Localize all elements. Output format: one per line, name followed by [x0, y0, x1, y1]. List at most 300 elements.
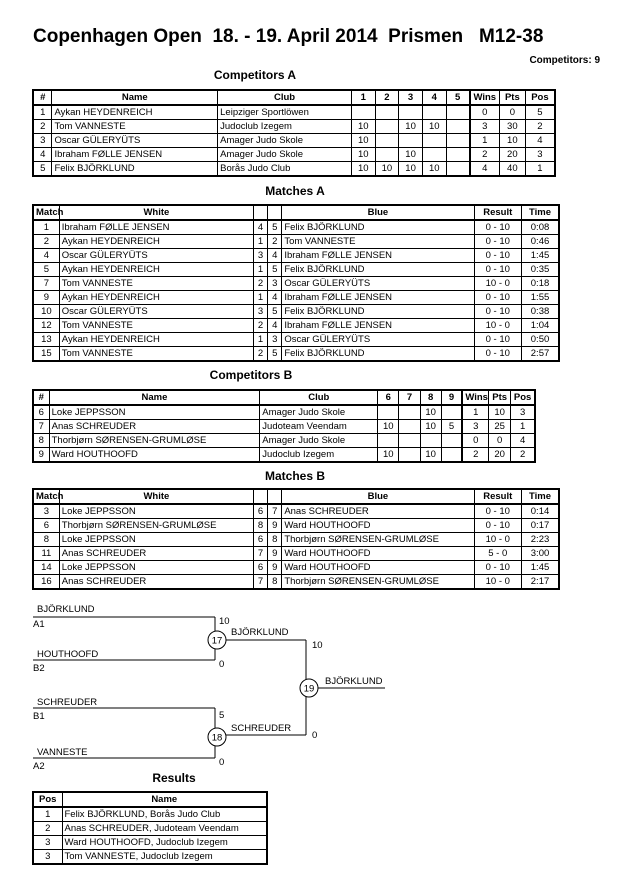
- column-header: Result: [474, 205, 522, 220]
- table-cell: Oscar GÜLERYÜTS: [59, 249, 253, 263]
- table-cell: 4: [525, 134, 555, 148]
- table-cell: 3: [462, 420, 488, 434]
- column-header: [254, 205, 268, 220]
- results-table: [32, 791, 268, 865]
- header-row: [33, 489, 559, 504]
- table-row: [33, 347, 559, 362]
- table-cell: 3: [268, 333, 282, 347]
- column-header: [254, 489, 268, 504]
- event-dates: 18. - 19. April 2014: [212, 26, 378, 47]
- table-cell: [351, 105, 375, 120]
- table-cell: [446, 148, 470, 162]
- table-cell: Felix BJÖRKLUND: [282, 220, 474, 235]
- table-cell: 10: [378, 420, 399, 434]
- table-cell: 2: [470, 148, 500, 162]
- column-header: #: [33, 90, 52, 105]
- column-header: Blue: [282, 489, 474, 504]
- table-cell: Felix BJÖRKLUND, Borås Judo Club: [62, 807, 267, 822]
- table-cell: Felix BJÖRKLUND: [52, 162, 218, 177]
- results-title: Results: [152, 771, 196, 785]
- table-row: [33, 575, 559, 590]
- table-cell: Aykan HEYDENREICH: [59, 333, 253, 347]
- m18-top-score: 5: [219, 710, 225, 721]
- table-cell: Ibraham FØLLE JENSEN: [282, 319, 474, 333]
- table-cell: Ward HOUTHOOFD, Judoclub Izegem: [62, 836, 267, 850]
- table-cell: [375, 105, 399, 120]
- table-cell: 25: [489, 420, 511, 434]
- matches-a-title: Matches A: [265, 184, 325, 198]
- table-cell: Oscar GÜLERYÜTS: [59, 305, 253, 319]
- table-cell: 1: [33, 807, 62, 822]
- pool-b-title: Competitors B: [209, 368, 293, 382]
- pool-a-title: Competitors A: [213, 68, 297, 82]
- table-cell: 30: [499, 120, 525, 134]
- final-bracket: [0, 598, 630, 778]
- table-cell: [375, 148, 399, 162]
- table-row: [33, 220, 559, 235]
- table-cell: Oscar GÜLERYÜTS: [282, 333, 474, 347]
- table-cell: 0:18: [522, 277, 559, 291]
- m17-top-seed: A1: [33, 619, 45, 630]
- table-cell: 10: [351, 120, 375, 134]
- table-cell: 3: [268, 277, 282, 291]
- table-cell: 1:45: [522, 249, 559, 263]
- table-cell: 1: [33, 220, 59, 235]
- table-cell: 8: [268, 575, 282, 590]
- match-18-number: 18: [211, 732, 223, 744]
- column-header: Pts: [489, 390, 511, 405]
- table-cell: 0:35: [522, 263, 559, 277]
- table-cell: Anas SCHREUDER: [59, 575, 253, 590]
- table-cell: Aykan HEYDENREICH: [59, 291, 253, 305]
- m17-winner-name: BJÖRKLUND: [231, 627, 289, 638]
- table-row: [33, 822, 267, 836]
- table-row: [33, 561, 559, 575]
- table-cell: 10: [399, 148, 423, 162]
- table-cell: 2: [511, 448, 535, 463]
- table-cell: 8: [33, 533, 59, 547]
- table-cell: 10: [420, 448, 441, 463]
- m17-winner-score: 10: [312, 640, 323, 651]
- column-header: Blue: [282, 205, 474, 220]
- m18-winner-score: 0: [312, 730, 318, 741]
- table-cell: 2: [525, 120, 555, 134]
- table-cell: [441, 434, 462, 448]
- matches-b-title: Matches B: [264, 469, 326, 483]
- table-cell: 5: [33, 263, 59, 277]
- column-header: 8: [420, 390, 441, 405]
- weight-category: M12-38: [478, 26, 544, 47]
- table-cell: 0: [470, 105, 500, 120]
- table-cell: 1: [254, 333, 268, 347]
- table-cell: 7: [254, 575, 268, 590]
- table-cell: 0 - 10: [474, 561, 522, 575]
- table-cell: 0 - 10: [474, 333, 522, 347]
- table-cell: Aykan HEYDENREICH: [59, 263, 253, 277]
- table-cell: 0 - 10: [474, 291, 522, 305]
- column-header: Club: [260, 390, 378, 405]
- column-header: #: [33, 390, 49, 405]
- table-cell: 1:04: [522, 319, 559, 333]
- column-header: Wins: [462, 390, 488, 405]
- table-cell: [399, 134, 423, 148]
- table-cell: 10: [378, 448, 399, 463]
- column-header: [268, 489, 282, 504]
- column-header: 3: [399, 90, 423, 105]
- table-cell: Thorbjørn SØRENSEN-GRUMLØSE: [282, 575, 474, 590]
- table-cell: [399, 105, 423, 120]
- table-cell: [399, 420, 420, 434]
- table-cell: Amager Judo Skole: [218, 134, 352, 148]
- header-row: [33, 205, 559, 220]
- column-header: 9: [441, 390, 462, 405]
- table-cell: 10: [375, 162, 399, 177]
- table-cell: 1: [470, 134, 500, 148]
- table-cell: [399, 448, 420, 463]
- table-cell: [399, 405, 420, 420]
- table-cell: [378, 405, 399, 420]
- table-row: [33, 305, 559, 319]
- table-cell: 6: [254, 504, 268, 519]
- table-cell: 9: [268, 547, 282, 561]
- table-cell: 10 - 0: [474, 533, 522, 547]
- table-cell: 15: [33, 347, 59, 362]
- column-header: Wins: [470, 90, 500, 105]
- page-title: [33, 26, 543, 48]
- table-cell: 10: [399, 120, 423, 134]
- table-cell: Ibraham FØLLE JENSEN: [282, 249, 474, 263]
- m18-bottom-score: 0: [219, 757, 225, 768]
- table-cell: 7: [268, 504, 282, 519]
- column-header: Pos: [511, 390, 535, 405]
- table-row: [33, 134, 555, 148]
- column-header: Pts: [499, 90, 525, 105]
- table-cell: 13: [33, 333, 59, 347]
- table-cell: Ward HOUTHOOFD: [49, 448, 260, 463]
- table-cell: 1: [254, 291, 268, 305]
- table-cell: 0:14: [522, 504, 559, 519]
- table-cell: 8: [254, 519, 268, 533]
- table-cell: 7: [33, 277, 59, 291]
- table-cell: 8: [268, 533, 282, 547]
- table-cell: 12: [33, 319, 59, 333]
- table-row: [33, 249, 559, 263]
- table-cell: Ibraham FØLLE JENSEN: [59, 220, 253, 235]
- table-cell: 2:17: [522, 575, 559, 590]
- table-cell: 0:38: [522, 305, 559, 319]
- table-cell: 3: [525, 148, 555, 162]
- table-row: [33, 120, 555, 134]
- match-19-number: 19: [303, 683, 315, 695]
- table-cell: [441, 405, 462, 420]
- table-cell: Anas SCHREUDER, Judoteam Veendam: [62, 822, 267, 836]
- match-17-number: 17: [211, 635, 223, 647]
- table-cell: Anas SCHREUDER: [49, 420, 260, 434]
- table-cell: Ward HOUTHOOFD: [282, 561, 474, 575]
- table-cell: 16: [33, 575, 59, 590]
- table-cell: 1: [511, 420, 535, 434]
- table-cell: 5: [33, 162, 52, 177]
- table-cell: 2: [254, 319, 268, 333]
- table-cell: 3: [33, 836, 62, 850]
- column-header: Name: [52, 90, 218, 105]
- column-header: 1: [351, 90, 375, 105]
- table-row: [33, 420, 535, 434]
- column-header: Time: [522, 489, 559, 504]
- table-cell: 5: [268, 263, 282, 277]
- column-header: White: [59, 205, 253, 220]
- table-cell: Felix BJÖRKLUND: [282, 263, 474, 277]
- column-header: Pos: [525, 90, 555, 105]
- m17-bottom-name: HOUTHOOFD: [37, 649, 99, 660]
- table-cell: Aykan HEYDENREICH: [52, 105, 218, 120]
- table-cell: 4: [268, 291, 282, 305]
- table-cell: 3: [470, 120, 500, 134]
- table-cell: 10: [351, 148, 375, 162]
- table-row: [33, 148, 555, 162]
- table-cell: Borås Judo Club: [218, 162, 352, 177]
- table-cell: 2:57: [522, 347, 559, 362]
- table-cell: 9: [33, 291, 59, 305]
- table-cell: Aykan HEYDENREICH: [59, 235, 253, 249]
- table-cell: 5: [441, 420, 462, 434]
- table-cell: Ward HOUTHOOFD: [282, 547, 474, 561]
- table-cell: [446, 105, 470, 120]
- table-cell: Judoclub Izegem: [260, 448, 378, 463]
- event-name: Copenhagen Open: [33, 26, 202, 47]
- table-cell: 5: [268, 305, 282, 319]
- m17-top-name: BJÖRKLUND: [37, 604, 95, 615]
- column-header: White: [59, 489, 253, 504]
- table-row: [33, 277, 559, 291]
- table-cell: 0 - 10: [474, 305, 522, 319]
- table-cell: 40: [499, 162, 525, 177]
- table-cell: Ward HOUTHOOFD: [282, 519, 474, 533]
- table-row: [33, 405, 535, 420]
- table-cell: Tom VANNESTE: [52, 120, 218, 134]
- table-cell: Tom VANNESTE: [59, 277, 253, 291]
- table-cell: 4: [511, 434, 535, 448]
- table-cell: 10: [499, 134, 525, 148]
- column-header: Result: [474, 489, 522, 504]
- table-cell: 4: [268, 319, 282, 333]
- table-cell: 5: [525, 105, 555, 120]
- header-row: [33, 390, 535, 405]
- table-cell: 9: [268, 561, 282, 575]
- table-row: [33, 807, 267, 822]
- table-cell: 3: [254, 305, 268, 319]
- table-row: [33, 519, 559, 533]
- table-cell: Loke JEPPSSON: [59, 561, 253, 575]
- table-cell: Amager Judo Skole: [260, 434, 378, 448]
- table-cell: 4: [470, 162, 500, 177]
- table-cell: 20: [499, 148, 525, 162]
- table-cell: 0: [462, 434, 488, 448]
- table-cell: [441, 448, 462, 463]
- table-cell: 1: [254, 263, 268, 277]
- table-cell: 10: [351, 162, 375, 177]
- matches-a-table: [32, 204, 560, 362]
- table-cell: Anas SCHREUDER: [59, 547, 253, 561]
- table-row: [33, 836, 267, 850]
- table-cell: 10: [351, 134, 375, 148]
- table-cell: [422, 148, 446, 162]
- table-cell: 2: [254, 347, 268, 362]
- column-header: Match: [33, 489, 59, 504]
- table-row: [33, 235, 559, 249]
- column-header: 7: [399, 390, 420, 405]
- table-cell: [446, 134, 470, 148]
- table-cell: Anas SCHREUDER: [282, 504, 474, 519]
- table-cell: 6: [33, 405, 49, 420]
- table-cell: 2: [33, 235, 59, 249]
- table-cell: 20: [489, 448, 511, 463]
- table-row: [33, 333, 559, 347]
- table-cell: 2: [462, 448, 488, 463]
- table-cell: 0:46: [522, 235, 559, 249]
- table-cell: 1: [525, 162, 555, 177]
- table-cell: 0 - 10: [474, 519, 522, 533]
- table-cell: 4: [254, 220, 268, 235]
- table-cell: 10: [422, 162, 446, 177]
- table-cell: [399, 434, 420, 448]
- table-cell: 0:50: [522, 333, 559, 347]
- table-cell: 2: [33, 120, 52, 134]
- table-cell: 3: [511, 405, 535, 420]
- m18-top-name: SCHREUDER: [37, 697, 98, 708]
- table-row: [33, 319, 559, 333]
- table-cell: 0 - 10: [474, 263, 522, 277]
- table-cell: [420, 434, 441, 448]
- column-header: Club: [218, 90, 352, 105]
- table-cell: Felix BJÖRKLUND: [282, 347, 474, 362]
- table-row: [33, 291, 559, 305]
- table-cell: 5: [268, 347, 282, 362]
- m18-bottom-name: VANNESTE: [37, 747, 88, 758]
- table-cell: 2: [268, 235, 282, 249]
- table-cell: 0: [499, 105, 525, 120]
- table-cell: Amager Judo Skole: [260, 405, 378, 420]
- table-cell: 2: [33, 822, 62, 836]
- table-cell: 0 - 10: [474, 504, 522, 519]
- table-cell: 4: [33, 249, 59, 263]
- table-cell: 2: [254, 277, 268, 291]
- table-cell: Felix BJÖRKLUND: [282, 305, 474, 319]
- table-cell: 0 - 10: [474, 249, 522, 263]
- table-cell: Tom VANNESTE: [59, 347, 253, 362]
- column-header: 6: [378, 390, 399, 405]
- table-cell: [375, 120, 399, 134]
- m18-top-seed: B1: [33, 711, 45, 722]
- table-cell: [378, 434, 399, 448]
- table-cell: [375, 134, 399, 148]
- table-cell: 9: [33, 448, 49, 463]
- table-cell: Ibraham FØLLE JENSEN: [52, 148, 218, 162]
- table-cell: 0: [489, 434, 511, 448]
- table-cell: 10 - 0: [474, 319, 522, 333]
- table-row: [33, 162, 555, 177]
- header-row: [33, 90, 555, 105]
- table-cell: 10: [422, 120, 446, 134]
- table-cell: Thorbjørn SØRENSEN-GRUMLØSE: [282, 533, 474, 547]
- event-venue: Prismen: [388, 26, 464, 47]
- table-cell: 1: [462, 405, 488, 420]
- table-cell: Loke JEPPSSON: [49, 405, 260, 420]
- table-cell: 3: [33, 504, 59, 519]
- table-cell: 6: [254, 561, 268, 575]
- table-cell: 14: [33, 561, 59, 575]
- column-header: [268, 205, 282, 220]
- pool-a-table: [32, 89, 556, 177]
- table-row: [33, 533, 559, 547]
- column-header: 2: [375, 90, 399, 105]
- table-cell: 11: [33, 547, 59, 561]
- table-cell: Oscar GÜLERYÜTS: [52, 134, 218, 148]
- header-row: [33, 792, 267, 807]
- table-cell: 9: [268, 519, 282, 533]
- table-cell: [422, 105, 446, 120]
- table-cell: 0:17: [522, 519, 559, 533]
- table-cell: 6: [33, 519, 59, 533]
- table-cell: Ibraham FØLLE JENSEN: [282, 291, 474, 305]
- pool-b-table: [32, 389, 536, 463]
- table-cell: Amager Judo Skole: [218, 148, 352, 162]
- m18-bottom-seed: A2: [33, 761, 45, 772]
- table-cell: 5: [268, 220, 282, 235]
- table-cell: Tom VANNESTE: [282, 235, 474, 249]
- table-cell: 3: [33, 134, 52, 148]
- column-header: Pos: [33, 792, 62, 807]
- column-header: Match: [33, 205, 59, 220]
- table-cell: 7: [33, 420, 49, 434]
- table-cell: Loke JEPPSSON: [59, 533, 253, 547]
- competitor-count: Competitors: 9: [529, 55, 600, 66]
- table-cell: 3: [33, 850, 62, 865]
- table-cell: 1: [33, 105, 52, 120]
- table-cell: 1: [254, 235, 268, 249]
- table-row: [33, 850, 267, 865]
- table-cell: [446, 120, 470, 134]
- table-cell: 1:45: [522, 561, 559, 575]
- table-cell: 10: [420, 405, 441, 420]
- table-cell: 8: [33, 434, 49, 448]
- table-cell: [446, 162, 470, 177]
- table-cell: 0 - 10: [474, 235, 522, 249]
- m17-bottom-seed: B2: [33, 663, 45, 674]
- table-cell: Thorbjørn SØRENSEN-GRUMLØSE: [59, 519, 253, 533]
- m17-top-score: 10: [219, 616, 230, 627]
- table-row: [33, 105, 555, 120]
- table-cell: 6: [254, 533, 268, 547]
- table-row: [33, 547, 559, 561]
- table-cell: 10 - 0: [474, 277, 522, 291]
- table-cell: 4: [33, 148, 52, 162]
- column-header: 5: [446, 90, 470, 105]
- table-cell: 0:08: [522, 220, 559, 235]
- table-cell: 4: [268, 249, 282, 263]
- table-row: [33, 434, 535, 448]
- table-cell: Tom VANNESTE: [59, 319, 253, 333]
- column-header: Name: [62, 792, 267, 807]
- table-cell: [422, 134, 446, 148]
- column-header: 4: [422, 90, 446, 105]
- table-cell: 3: [254, 249, 268, 263]
- table-cell: 0 - 10: [474, 220, 522, 235]
- m18-winner-name: SCHREUDER: [231, 723, 292, 734]
- table-row: [33, 504, 559, 519]
- column-header: Name: [49, 390, 260, 405]
- table-cell: Leipziger Sportlöwen: [218, 105, 352, 120]
